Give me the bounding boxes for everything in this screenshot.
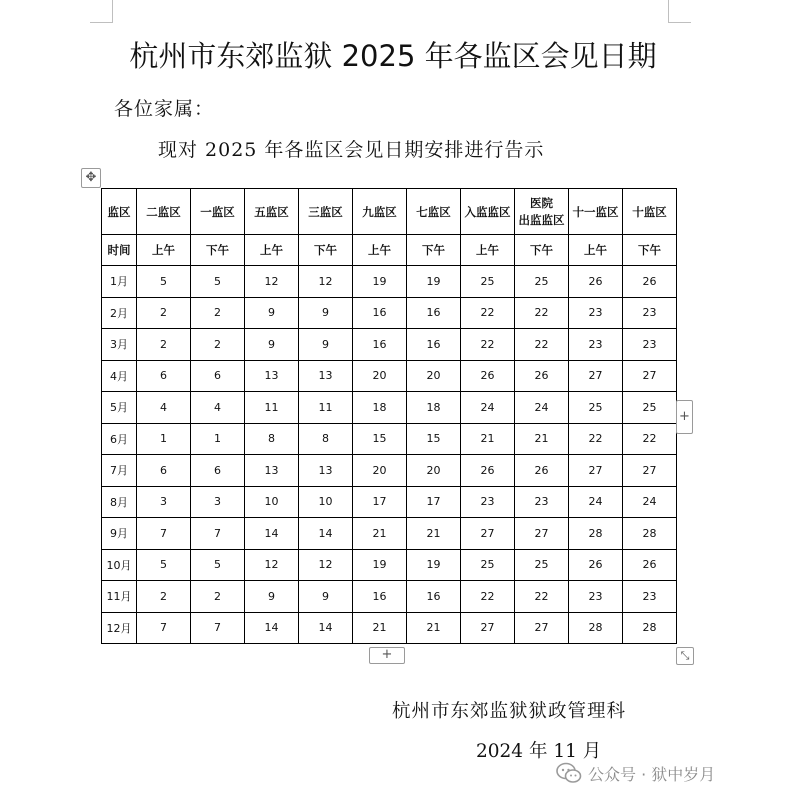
date-cell: 2	[191, 329, 245, 361]
date-cell: 2	[137, 581, 191, 613]
date-cell: 5	[191, 549, 245, 581]
date-cell: 9	[245, 297, 299, 329]
header-district-cell: 一监区	[191, 189, 245, 235]
date-cell: 16	[407, 297, 461, 329]
date-cell: 22	[569, 423, 623, 455]
header-district-cell: 三监区	[299, 189, 353, 235]
date-cell: 12	[299, 549, 353, 581]
header-time-cell: 上午	[353, 235, 407, 266]
date-cell: 11	[299, 392, 353, 424]
table-row	[102, 329, 677, 361]
date-cell: 23	[623, 581, 677, 613]
header-time-cell: 下午	[407, 235, 461, 266]
date-cell: 14	[299, 612, 353, 644]
date-cell: 16	[353, 329, 407, 361]
header-district-cell: 二监区	[137, 189, 191, 235]
watermark-text: 公众号 · 狱中岁月	[588, 764, 716, 784]
date-cell: 27	[623, 455, 677, 487]
date-cell: 12	[245, 266, 299, 298]
date-cell: 26	[623, 266, 677, 298]
date-cell: 23	[623, 297, 677, 329]
date-cell: 23	[569, 581, 623, 613]
table-row	[102, 612, 677, 644]
date-cell: 22	[461, 297, 515, 329]
table-row	[102, 518, 677, 550]
date-cell: 7	[137, 612, 191, 644]
date-cell: 13	[299, 360, 353, 392]
date-cell: 6	[137, 360, 191, 392]
header-district-label-line2: 出监监区	[518, 212, 565, 227]
date-cell: 25	[515, 266, 569, 298]
date-cell: 23	[569, 329, 623, 361]
date-cell: 9	[245, 329, 299, 361]
date-cell: 8	[299, 423, 353, 455]
date-cell: 6	[137, 455, 191, 487]
header-district-cell: 十一监区	[569, 189, 623, 235]
date-cell: 22	[623, 423, 677, 455]
month-cell: 1月	[102, 266, 137, 298]
date-cell: 10	[245, 486, 299, 518]
date-cell: 5	[191, 266, 245, 298]
header-district-label: 医院	[530, 195, 553, 210]
date-cell: 1	[137, 423, 191, 455]
signature-text: 杭州市东郊监狱狱政管理科	[392, 701, 627, 722]
header-corner-time: 时间	[102, 235, 137, 266]
month-cell: 5月	[102, 392, 137, 424]
date-cell: 20	[353, 455, 407, 487]
date-cell: 24	[623, 486, 677, 518]
date-cell: 14	[299, 518, 353, 550]
date-cell: 21	[353, 518, 407, 550]
date-cell: 7	[137, 518, 191, 550]
date-cell: 28	[569, 518, 623, 550]
date-cell: 23	[515, 486, 569, 518]
table-row	[102, 360, 677, 392]
date-cell: 13	[245, 455, 299, 487]
month-cell: 10月	[102, 549, 137, 581]
date-cell: 12	[299, 266, 353, 298]
table-move-handle[interactable]: ✥	[81, 168, 101, 188]
month-cell: 2月	[102, 297, 137, 329]
date-cell: 4	[191, 392, 245, 424]
month-cell: 8月	[102, 486, 137, 518]
date-cell: 12	[245, 549, 299, 581]
date-cell: 24	[461, 392, 515, 424]
date-cell: 9	[299, 581, 353, 613]
date-cell: 21	[407, 518, 461, 550]
add-row-button[interactable]: +	[369, 647, 405, 664]
date-cell: 18	[407, 392, 461, 424]
table-row	[102, 266, 677, 298]
header-hospital-release-district	[515, 189, 569, 235]
date-cell: 26	[515, 360, 569, 392]
date-cell: 2	[137, 329, 191, 361]
date-cell: 18	[353, 392, 407, 424]
date-cell: 20	[353, 360, 407, 392]
header-time-cell: 上午	[137, 235, 191, 266]
intro-text: 现对 2025 年各监区会见日期安排进行告示	[158, 139, 545, 161]
date-cell: 21	[515, 423, 569, 455]
month-cell: 3月	[102, 329, 137, 361]
header-district-cell: 五监区	[245, 189, 299, 235]
date-cell: 26	[515, 455, 569, 487]
page-corner-mark-right	[668, 0, 691, 23]
header-district-cell: 七监区	[407, 189, 461, 235]
header-time-cell: 上午	[245, 235, 299, 266]
date-cell: 25	[461, 549, 515, 581]
date-cell: 25	[569, 392, 623, 424]
date-cell: 23	[623, 329, 677, 361]
date-cell: 25	[515, 549, 569, 581]
document-title: 杭州市东郊监狱 2025 年各监区会见日期	[129, 39, 657, 73]
date-cell: 19	[407, 549, 461, 581]
header-time-cell: 下午	[299, 235, 353, 266]
date-cell: 5	[137, 549, 191, 581]
date-cell: 20	[407, 455, 461, 487]
greeting-text: 各位家属：	[114, 98, 215, 120]
date-cell: 26	[569, 266, 623, 298]
header-time-cell: 下午	[623, 235, 677, 266]
date-cell: 22	[515, 329, 569, 361]
date-cell: 17	[407, 486, 461, 518]
date-cell: 27	[461, 612, 515, 644]
table-row	[102, 486, 677, 518]
date-cell: 21	[353, 612, 407, 644]
date-cell: 9	[245, 581, 299, 613]
date-cell: 16	[353, 581, 407, 613]
table-row	[102, 423, 677, 455]
date-cell: 26	[569, 549, 623, 581]
date-cell: 2	[191, 297, 245, 329]
table-row	[102, 455, 677, 487]
date-cell: 26	[461, 360, 515, 392]
date-cell: 26	[461, 455, 515, 487]
date-cell: 14	[245, 518, 299, 550]
month-cell: 12月	[102, 612, 137, 644]
date-cell: 3	[137, 486, 191, 518]
header-corner-district: 监区	[102, 189, 137, 235]
date-cell: 15	[353, 423, 407, 455]
header-time-cell: 下午	[191, 235, 245, 266]
month-cell: 11月	[102, 581, 137, 613]
date-cell: 9	[299, 297, 353, 329]
date-cell: 27	[569, 455, 623, 487]
date-cell: 23	[461, 486, 515, 518]
date-cell: 7	[191, 612, 245, 644]
date-cell: 27	[515, 518, 569, 550]
date-cell: 9	[299, 329, 353, 361]
table-row	[102, 392, 677, 424]
table-row	[102, 581, 677, 613]
date-cell: 8	[245, 423, 299, 455]
header-time-cell: 上午	[461, 235, 515, 266]
visit-schedule-table	[101, 188, 677, 644]
page-corner-mark-left	[90, 0, 113, 23]
date-cell: 25	[623, 392, 677, 424]
wechat-icon	[556, 762, 582, 784]
date-cell: 24	[515, 392, 569, 424]
header-district-cell: 入监监区	[461, 189, 515, 235]
date-cell: 25	[461, 266, 515, 298]
table-row	[102, 549, 677, 581]
date-cell: 13	[299, 455, 353, 487]
date-cell: 23	[569, 297, 623, 329]
date-cell: 19	[353, 549, 407, 581]
month-cell: 7月	[102, 455, 137, 487]
date-cell: 13	[245, 360, 299, 392]
date-cell: 20	[407, 360, 461, 392]
table-resize-handle[interactable]: ⤡	[676, 647, 694, 665]
date-cell: 10	[299, 486, 353, 518]
month-cell: 6月	[102, 423, 137, 455]
header-row-time	[102, 235, 677, 266]
date-cell: 28	[569, 612, 623, 644]
date-cell: 5	[137, 266, 191, 298]
date-cell: 22	[461, 581, 515, 613]
date-cell: 26	[623, 549, 677, 581]
date-cell: 14	[245, 612, 299, 644]
date-cell: 21	[407, 612, 461, 644]
date-cell: 15	[407, 423, 461, 455]
date-cell: 7	[191, 518, 245, 550]
date-cell: 16	[407, 329, 461, 361]
date-cell: 2	[191, 581, 245, 613]
date-cell: 19	[353, 266, 407, 298]
date-cell: 6	[191, 455, 245, 487]
header-row-district	[102, 189, 677, 235]
date-cell: 22	[461, 329, 515, 361]
date-cell: 28	[623, 518, 677, 550]
date-cell: 16	[407, 581, 461, 613]
watermark	[556, 760, 715, 786]
add-column-button[interactable]: +	[676, 400, 693, 434]
header-time-cell: 下午	[515, 235, 569, 266]
month-cell: 9月	[102, 518, 137, 550]
document-date: 2024 年 11 月	[476, 741, 602, 762]
date-cell: 27	[461, 518, 515, 550]
date-cell: 27	[623, 360, 677, 392]
month-cell: 4月	[102, 360, 137, 392]
date-cell: 22	[515, 297, 569, 329]
date-cell: 27	[569, 360, 623, 392]
header-district-cell: 九监区	[353, 189, 407, 235]
date-cell: 22	[515, 581, 569, 613]
date-cell: 2	[137, 297, 191, 329]
date-cell: 24	[569, 486, 623, 518]
date-cell: 3	[191, 486, 245, 518]
date-cell: 27	[515, 612, 569, 644]
date-cell: 4	[137, 392, 191, 424]
date-cell: 11	[245, 392, 299, 424]
date-cell: 17	[353, 486, 407, 518]
table-row	[102, 297, 677, 329]
date-cell: 28	[623, 612, 677, 644]
date-cell: 6	[191, 360, 245, 392]
date-cell: 21	[461, 423, 515, 455]
date-cell: 16	[353, 297, 407, 329]
header-time-cell: 上午	[569, 235, 623, 266]
date-cell: 19	[407, 266, 461, 298]
date-cell: 1	[191, 423, 245, 455]
header-district-cell: 十监区	[623, 189, 677, 235]
